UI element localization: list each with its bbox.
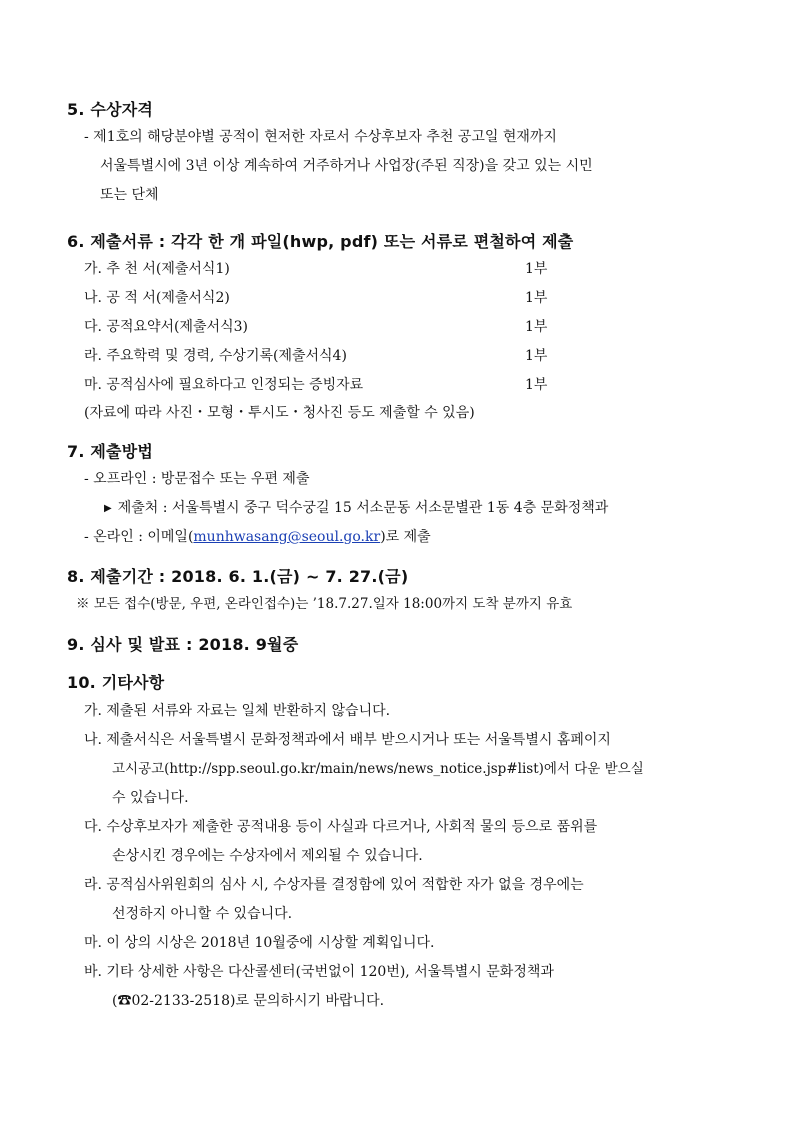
online-method-suffix: )로 제출 [380,529,431,545]
online-method-prefix: - 온라인 : 이메일( [84,529,194,545]
submission-item-label: 마. 공적심사에 필요하다고 인정되는 증빙자료 [84,377,364,393]
submission-item-label: 라. 주요학력 및 경력, 수상기록(제출서식4) [84,348,347,364]
misc-item: 나. 제출서식은 서울특별시 문화정책과에서 배부 받으시거나 또는 서울특별시 홈페이지 [84,732,611,748]
submission-item-label: 나. 공 적 서(제출서식2) [84,290,230,306]
section-8-note: ※ 모든 접수(방문, 우편, 온라인접수)는 ’18.7.27.일자 18:00까지 도착 분까지 유효 [76,596,573,612]
email-link[interactable]: munhwasang@seoul.go.kr [193,529,381,545]
submission-item [84,318,684,336]
section-5-heading: 5. 수상자격 [67,100,154,119]
misc-item: 라. 공적심사위원회의 심사 시, 수상자를 결정함에 있어 적합한 자가 없을 경우에는 [84,877,584,893]
triangle-bullet-icon: ▶ [104,503,112,514]
submission-item [84,347,684,365]
section-10-heading: 10. 기타사항 [67,673,165,692]
misc-item: 다. 수상후보자가 제출한 공적내용 등이 사실과 다르거나, 사회적 물의 등으로 품위를 [84,819,598,835]
submission-item-count: 1부 [525,377,548,393]
section-8-heading: 8. 제출기간 : 2018. 6. 1.(금) ~ 7. 27.(금) [67,567,409,586]
section-6-note: (자료에 따라 사진・모형・투시도・청사진 등도 제출할 수 있음) [84,405,475,421]
submission-item [84,289,684,307]
submission-item-count: 1부 [525,261,548,277]
misc-item-continued: 수 있습니다. [112,790,189,806]
submission-item [84,376,684,394]
submission-item [84,260,684,278]
submission-item-count: 1부 [525,348,548,364]
section-7-heading: 7. 제출방법 [67,442,154,461]
submission-item-label: 다. 공적요약서(제출서식3) [84,319,248,335]
misc-item-continued: (☎02-2133-2518)로 문의하시기 바랍니다. [112,993,385,1009]
misc-item-continued: 선정하지 아니할 수 있습니다. [112,906,293,922]
section-5-line-3: 또는 단체 [100,187,159,203]
submission-item-label: 가. 추 천 서(제출서식1) [84,261,230,277]
submission-item-count: 1부 [525,319,548,335]
submission-address-text: 제출처 : 서울특별시 중구 덕수궁길 15 서소문동 서소문별관 1동 4층 문화정책과 [117,500,609,516]
misc-item: 마. 이 상의 시상은 2018년 10월중에 시상할 계획입니다. [84,935,435,951]
section-5-line-2: 서울특별시에 3년 이상 계속하여 거주하거나 사업장(주된 직장)을 갖고 있는 시민 [100,158,593,174]
submission-item-count: 1부 [525,290,548,306]
online-method [84,528,431,546]
offline-method: - 오프라인 : 방문접수 또는 우편 제출 [84,471,310,487]
misc-item: 가. 제출된 서류와 자료는 일체 반환하지 않습니다. [84,703,391,719]
misc-item-continued: 고시공고(http://spp.seoul.go.kr/main/news/news_notice.jsp#list)에서 다운 받으실 [112,761,644,777]
misc-item: 바. 기타 상세한 사항은 다산콜센터(국번없이 120번), 서울특별시 문화정책과 [84,964,554,980]
submission-address [104,499,608,518]
section-9-heading: 9. 심사 및 발표 : 2018. 9월중 [67,635,299,654]
section-5-line-1: - 제1호의 해당분야별 공적이 현저한 자로서 수상후보자 추천 공고일 현재까지 [84,129,557,145]
section-6-heading: 6. 제출서류 : 각각 한 개 파일(hwp, pdf) 또는 서류로 편철하여 제출 [67,232,574,251]
misc-item-continued: 손상시킨 경우에는 수상자에서 제외될 수 있습니다. [112,848,423,864]
